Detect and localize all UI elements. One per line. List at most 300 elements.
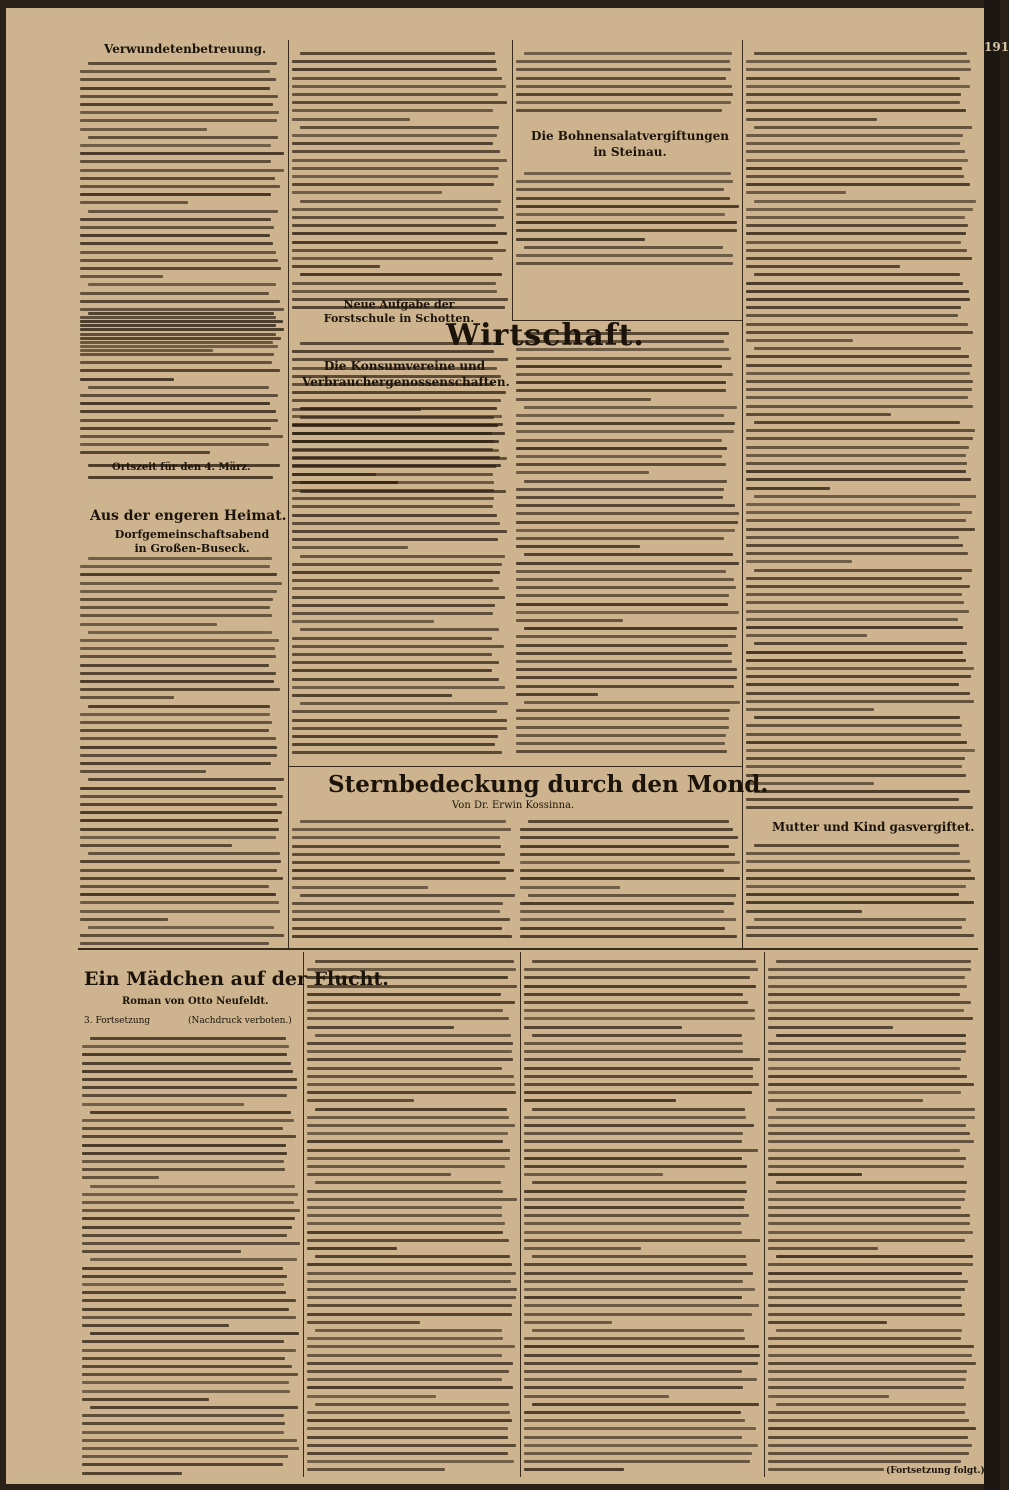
text-line <box>88 210 278 213</box>
text-line <box>746 910 862 913</box>
text-line <box>80 345 278 348</box>
text-line <box>300 126 499 129</box>
text-line <box>768 1288 965 1291</box>
text-line <box>300 702 508 705</box>
text-line <box>307 1296 516 1299</box>
text-line <box>292 232 507 235</box>
text-line <box>82 1267 283 1270</box>
text-line <box>82 1472 182 1475</box>
text-line <box>524 1067 753 1070</box>
text-line <box>516 101 731 104</box>
text-line <box>292 927 502 930</box>
text-line <box>80 647 275 650</box>
text-line <box>292 432 492 435</box>
text-line <box>746 191 846 194</box>
text-line <box>292 678 499 681</box>
text-line <box>768 1247 878 1250</box>
text-line <box>80 185 280 188</box>
text-line <box>80 811 282 814</box>
text-line <box>520 877 740 880</box>
text-line <box>524 1452 752 1455</box>
text-line <box>82 1316 296 1319</box>
text-line <box>768 1026 893 1029</box>
text-line <box>516 197 730 200</box>
text-block <box>516 330 740 760</box>
text-line <box>524 1083 759 1086</box>
text-line <box>80 275 163 278</box>
text-line <box>524 1231 742 1234</box>
text-line <box>516 603 728 606</box>
text-line <box>754 642 967 645</box>
headline-dorfgemeinschaftsabend: Dorfgemeinschaftsabend in Großen-Buseck. <box>114 528 270 555</box>
text-line <box>746 667 974 670</box>
text-line <box>524 1239 760 1242</box>
text-line <box>300 628 499 631</box>
text-line <box>80 292 269 295</box>
text-line <box>524 1124 754 1127</box>
text-line <box>80 655 276 658</box>
text-line <box>524 1075 753 1078</box>
text-line <box>516 381 726 384</box>
text-line <box>80 177 275 180</box>
text-line <box>80 394 278 397</box>
text-line <box>307 1067 502 1070</box>
text-line <box>292 216 504 219</box>
text-line <box>292 886 428 889</box>
text-line <box>746 159 968 162</box>
text-line <box>754 200 976 203</box>
text-line <box>746 683 959 686</box>
text-line <box>80 754 277 757</box>
text-line <box>292 101 507 104</box>
text-line <box>292 68 497 71</box>
text-line <box>300 820 506 823</box>
text-line <box>292 134 497 137</box>
text-line <box>524 1386 743 1389</box>
text-line <box>768 1165 964 1168</box>
text-line <box>746 85 970 88</box>
text-line <box>524 1362 758 1365</box>
text-line <box>746 118 877 121</box>
text-line <box>754 569 972 572</box>
text-line <box>746 470 966 473</box>
text-line <box>307 1214 502 1217</box>
text-line <box>80 234 270 237</box>
text-line <box>524 553 733 556</box>
text-line <box>524 1411 741 1414</box>
text-line <box>307 1149 510 1152</box>
text-line <box>307 1017 509 1020</box>
text-line <box>88 476 273 479</box>
text-line <box>524 1001 748 1004</box>
text-line <box>307 1452 508 1455</box>
text-line <box>292 653 492 656</box>
text-line <box>768 1009 964 1012</box>
headline-sternbedeckung: Sternbedeckung durch den Mond. <box>328 771 769 798</box>
text-line <box>80 819 278 822</box>
text-line <box>307 1001 515 1004</box>
text-line <box>82 1168 285 1171</box>
text-line <box>82 1242 300 1245</box>
text-line <box>746 101 960 104</box>
text-line <box>292 853 505 856</box>
text-line <box>88 631 272 634</box>
text-line <box>746 77 960 80</box>
text-line <box>532 1181 746 1184</box>
text-line <box>746 618 958 621</box>
text-line <box>292 489 494 492</box>
text-line <box>90 1037 286 1040</box>
text-line <box>524 1345 759 1348</box>
text-line <box>80 934 284 937</box>
text-line <box>768 1149 960 1152</box>
text-line <box>292 727 507 730</box>
text-line <box>516 734 726 737</box>
serial-reprint-note: (Nachdruck verboten.) <box>188 1016 292 1026</box>
text-line <box>754 495 976 498</box>
text-line <box>307 1460 514 1463</box>
text-line <box>292 845 501 848</box>
text-line <box>524 1091 752 1094</box>
text-line <box>754 716 960 719</box>
text-line <box>292 538 498 541</box>
text-line <box>80 218 271 221</box>
text-line <box>532 1034 742 1037</box>
text-line <box>80 729 269 732</box>
text-line <box>80 696 174 699</box>
text-line <box>307 1362 513 1365</box>
text-line <box>292 935 512 938</box>
text-line <box>746 675 971 678</box>
text-line <box>768 1296 961 1299</box>
text-line <box>90 1185 295 1188</box>
text-line <box>746 462 967 465</box>
text-line <box>82 1250 241 1253</box>
text-line <box>82 1275 287 1278</box>
text-line <box>746 175 964 178</box>
text-line <box>516 488 724 491</box>
text-line <box>768 1083 974 1086</box>
text-line <box>82 1103 244 1106</box>
text-block <box>80 474 285 490</box>
text-line <box>516 365 722 368</box>
text-line <box>746 134 963 137</box>
text-line <box>516 109 722 112</box>
text-line <box>80 614 272 617</box>
text-line <box>80 337 281 340</box>
text-line <box>768 985 967 988</box>
text-line <box>516 357 731 360</box>
text-line <box>768 1280 968 1283</box>
text-line <box>82 1135 296 1138</box>
text-line <box>307 1263 512 1266</box>
text-line <box>82 1062 291 1065</box>
text-block <box>292 818 517 948</box>
text-line <box>307 1247 397 1250</box>
text-line <box>80 885 269 888</box>
text-line <box>516 635 736 638</box>
text-line <box>516 188 724 191</box>
text-line <box>292 719 507 722</box>
text-line <box>516 389 726 392</box>
text-line <box>307 1099 414 1102</box>
text-line <box>746 626 963 629</box>
text-line <box>307 993 501 996</box>
text-line <box>746 446 969 449</box>
text-line <box>292 183 494 186</box>
text-line <box>80 606 270 609</box>
text-block <box>292 405 509 760</box>
text-line <box>307 1304 512 1307</box>
text-line <box>80 918 168 921</box>
text-line <box>292 93 498 96</box>
text-line <box>516 85 732 88</box>
text-line <box>292 175 498 178</box>
text-line <box>746 68 971 71</box>
text-line <box>768 1386 964 1389</box>
text-line <box>292 596 505 599</box>
text-line <box>520 910 724 913</box>
text-line <box>90 1258 297 1261</box>
text-line <box>516 414 724 417</box>
text-line <box>746 487 830 490</box>
text-line <box>292 191 442 194</box>
text-line <box>307 1321 420 1324</box>
text-line <box>80 451 210 454</box>
text-line <box>292 743 495 746</box>
text-line <box>524 976 750 979</box>
text-line <box>768 1313 965 1316</box>
text-line <box>776 1181 967 1184</box>
text-line <box>768 1304 962 1307</box>
text-line <box>768 993 960 996</box>
text-line <box>80 328 284 331</box>
text-line <box>746 798 959 801</box>
text-block <box>292 50 509 320</box>
text-line <box>82 1283 284 1286</box>
text-line <box>80 664 269 667</box>
text-line <box>307 1042 513 1045</box>
text-line <box>746 405 973 408</box>
text-line <box>292 530 507 533</box>
text-line <box>516 439 722 442</box>
text-line <box>746 429 975 432</box>
text-line <box>768 968 971 971</box>
text-line <box>754 790 970 793</box>
text-line <box>746 454 966 457</box>
headline-konsumvereine: Die Konsumvereine und Verbrauchergenossenschaften. <box>302 359 510 389</box>
text-line <box>80 590 277 593</box>
serial-installment: 3. Fortsetzung <box>84 1016 151 1026</box>
text-block <box>80 555 285 950</box>
text-line <box>82 1217 295 1220</box>
text-line <box>80 713 270 716</box>
text-line <box>82 1431 284 1434</box>
text-line <box>776 1255 973 1258</box>
text-line <box>80 844 232 847</box>
text-line <box>746 893 959 896</box>
text-line <box>768 1042 966 1045</box>
text-line <box>524 1436 742 1439</box>
text-line <box>82 1226 292 1229</box>
text-line <box>80 901 279 904</box>
text-line <box>746 249 967 252</box>
text-line <box>746 167 962 170</box>
text-line <box>80 427 271 430</box>
text-line <box>516 373 733 376</box>
text-line <box>292 167 499 170</box>
text-line <box>776 960 971 963</box>
text-line <box>516 717 729 720</box>
text-line <box>516 221 737 224</box>
text-line <box>307 1272 516 1275</box>
text-line <box>520 853 735 856</box>
text-line <box>80 152 284 155</box>
text-line <box>82 1144 286 1147</box>
text-line <box>524 1140 742 1143</box>
text-line <box>307 1239 509 1242</box>
text-line <box>746 413 891 416</box>
text-line <box>292 861 500 864</box>
text-line <box>524 1214 749 1217</box>
text-line <box>754 347 961 350</box>
text-line <box>80 869 277 872</box>
text-line <box>746 708 874 711</box>
text-line <box>82 1045 289 1048</box>
text-line <box>524 985 756 988</box>
text-line <box>516 238 645 241</box>
text-line <box>746 478 971 481</box>
text-line <box>80 70 270 73</box>
text-line <box>80 803 277 806</box>
text-line <box>532 960 756 963</box>
text-line <box>746 224 968 227</box>
text-line <box>80 877 283 880</box>
text-line <box>307 1190 503 1193</box>
text-line <box>746 724 962 727</box>
section-rule <box>288 766 742 767</box>
text-line <box>292 661 499 664</box>
text-line <box>292 415 502 418</box>
text-line <box>746 700 974 703</box>
text-line <box>292 505 493 508</box>
text-line <box>80 688 280 691</box>
text-line <box>768 1427 976 1430</box>
text-line <box>524 1149 758 1152</box>
headline-serial-novel: Ein Mädchen auf der Flucht. <box>84 968 389 990</box>
text-line <box>292 828 511 831</box>
text-line <box>88 778 284 781</box>
text-line <box>768 1173 862 1176</box>
text-line <box>292 735 498 738</box>
text-line <box>746 150 965 153</box>
text-line <box>80 251 276 254</box>
text-line <box>307 1288 517 1291</box>
text-line <box>516 496 723 499</box>
text-line <box>768 1370 967 1373</box>
text-line <box>746 232 966 235</box>
text-line <box>292 224 496 227</box>
text-line <box>524 1354 760 1357</box>
text-line <box>524 1427 756 1430</box>
text-line <box>746 585 970 588</box>
text-line <box>524 1190 747 1193</box>
text-line <box>307 1173 451 1176</box>
text-line <box>516 570 726 573</box>
text-line <box>80 565 270 568</box>
text-line <box>292 241 498 244</box>
text-line <box>516 422 735 425</box>
text-line <box>292 546 408 549</box>
text-line <box>746 241 961 244</box>
text-line <box>524 1206 744 1209</box>
text-line <box>292 869 514 872</box>
text-line <box>292 877 506 880</box>
text-line <box>746 265 900 268</box>
text-line <box>768 1198 965 1201</box>
text-line <box>524 1017 755 1020</box>
text-line <box>532 1403 759 1406</box>
text-line <box>292 522 500 525</box>
text-line <box>516 93 733 96</box>
text-line <box>524 1460 750 1463</box>
text-line <box>292 142 493 145</box>
text-line <box>82 1078 297 1081</box>
text-line <box>746 306 961 309</box>
text-line <box>768 976 965 979</box>
text-line <box>768 1321 887 1324</box>
text-line <box>88 852 280 855</box>
text-line <box>315 960 514 963</box>
text-line <box>516 611 739 614</box>
text-line <box>524 1272 753 1275</box>
text-line <box>292 257 493 260</box>
text-line <box>524 968 758 971</box>
text-line <box>776 1403 966 1406</box>
text-line <box>746 142 960 145</box>
text-line <box>88 312 274 315</box>
text-line <box>82 1365 292 1368</box>
text-line <box>88 136 278 139</box>
text-line <box>516 726 729 729</box>
text-line <box>524 1370 742 1373</box>
text-line <box>516 742 725 745</box>
text-line <box>746 860 970 863</box>
text-line <box>746 388 972 391</box>
text-line <box>524 1313 752 1316</box>
text-line <box>307 1386 513 1389</box>
text-line <box>746 749 975 752</box>
text-line <box>524 1165 747 1168</box>
text-line <box>307 1157 510 1160</box>
column-rule <box>742 40 743 950</box>
text-line <box>307 1378 502 1381</box>
headline-mutter-kind: Mutter und Kind gasvergiftet. <box>772 820 975 834</box>
text-line <box>300 555 505 558</box>
text-line <box>82 1398 209 1401</box>
text-line <box>292 290 497 293</box>
text-line <box>746 926 962 929</box>
text-line <box>315 1403 509 1406</box>
text-line <box>516 512 739 515</box>
text-line <box>292 265 380 268</box>
text-line <box>768 1239 965 1242</box>
text-line <box>82 1127 283 1130</box>
text-line <box>307 1091 516 1094</box>
text-line <box>307 1206 502 1209</box>
text-line <box>292 637 492 640</box>
text-line <box>746 372 970 375</box>
